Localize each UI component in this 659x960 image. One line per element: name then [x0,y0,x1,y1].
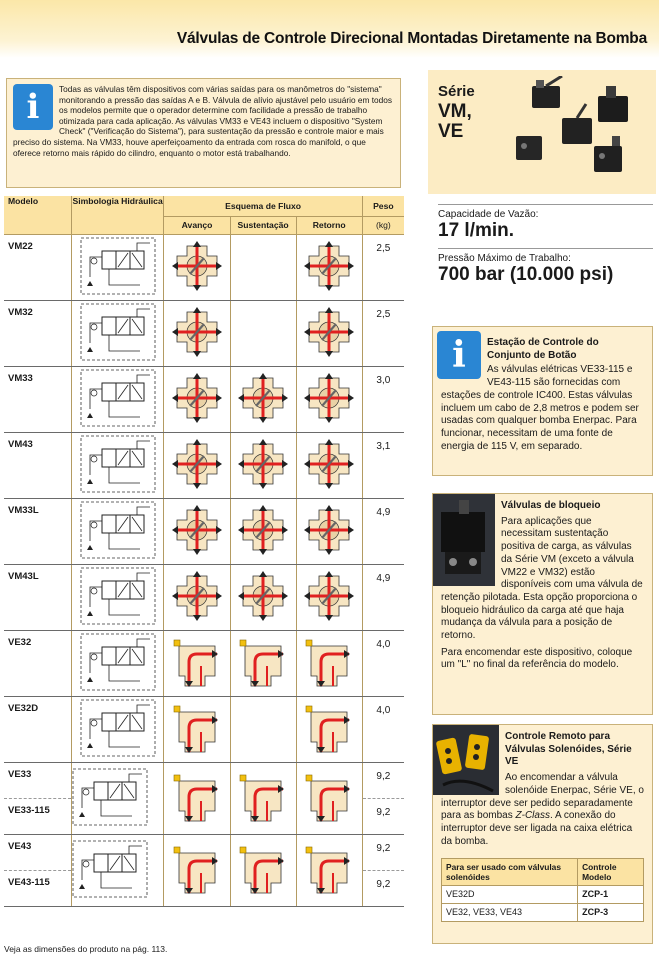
table-row [4,498,404,564]
panel-title: Controle Remoto para Válvulas Solenóides, Série VE [505,731,632,768]
table-row [4,366,404,432]
table-row [4,630,404,696]
valve-cell: VE32, VE33, VE43 [442,904,578,922]
valve-table [4,196,404,907]
hydraulic-symbol [80,303,156,361]
flow-return-diagram [303,504,355,556]
weight-cell: 2,5 [362,300,404,366]
hydraulic-symbol [72,840,148,898]
header-return: Retorno [296,216,362,234]
header-flow: Esquema de Fluxo [164,196,362,216]
weight-cell: 4,9 [362,564,404,630]
flow-advance-diagram [171,771,223,823]
flow-advance-diagram [171,570,223,622]
table-row [4,234,404,300]
header-weight: Peso [362,196,404,216]
footnote: Veja as dimensões do produto na pág. 113. [4,944,168,954]
info-text: Todas as válvulas têm dispositivos com várias saídas para os manômetros do "sistema" monitorando a pressão das saídas A e B. Válvula de alívio ajustável pelo usuário em todos os modelos permite que o operador determine com facilidade a pressão de trabalho otimizada para cada aplicação. As válvulas VM33 e VE43 incluem o dispositivo "System Check" ("Verificação do Sistema"), para sustentação da pressão e controle maior e mais preciso do sistema. Na VM33, houve aperfeiçoamento da entrada com rosca do manifold, o que oferece retorno mais rápido do cilindro, enquanto o motor está trabalhando. [13,84,393,158]
table-row [4,696,404,762]
flow-return-diagram [303,636,355,688]
hydraulic-symbol [80,633,156,691]
hydraulic-symbol [80,567,156,625]
weight-cell: 2,5 [362,234,404,300]
control-header-model: Controle Modelo [578,859,644,886]
flow-spec [438,204,653,242]
flow-hold-diagram [237,771,289,823]
model-cell: VE43 [4,834,71,870]
flow-hold-diagram [237,438,289,490]
flow-advance-diagram [171,438,223,490]
table-row [442,886,644,904]
model-cell: VE32 [4,630,71,696]
flow-hold-diagram [237,843,289,895]
pressure-spec [438,248,653,286]
model-cell: VM22 [4,234,71,300]
control-header-valves: Para ser usado com válvulas solenóides [442,859,578,886]
flow-hold-diagram [237,372,289,424]
weight-cell: 9,2 [362,798,404,834]
header-advance: Avanço [164,216,230,234]
pressure-label: Pressão Máximo de Trabalho: [438,253,571,264]
control-model-cell: ZCP-3 [578,904,644,922]
table-row [4,834,404,870]
pressure-value: 700 bar (10.000 psi) [438,264,614,285]
panel-title: Válvulas de bloqueio [501,500,601,511]
header-weight-unit: (kg) [362,216,404,234]
flow-return-diagram [303,372,355,424]
flow-advance-diagram [171,636,223,688]
weight-cell: 4,9 [362,498,404,564]
info-box [6,78,401,188]
panel-text: Para aplicações que necessitam sustentação positiva de carga, as válvulas da Série VM (exceto a válvula VM22 e VM32) estão disponíveis com uma válvula de retenção pilotada. Esta opção proporciona o bloqueio hidráulico da carga até que haja mudança da válvula para a posição de retorno. [441,515,643,642]
flow-advance-diagram [171,240,223,292]
model-cell: VE32D [4,696,71,762]
flow-advance-diagram [171,372,223,424]
hydraulic-symbol [80,699,156,757]
table-row [4,762,404,798]
flow-advance-diagram [171,843,223,895]
hydraulic-symbol [80,369,156,427]
weight-cell: 9,2 [362,870,404,906]
info-icon: i [437,331,481,379]
header-model: Modelo [4,196,71,234]
series-box [428,70,656,194]
series-title: Série VM, VE [438,83,475,142]
weight-cell: 9,2 [362,834,404,870]
model-cell: VM33 [4,366,71,432]
flow-hold-diagram [237,570,289,622]
flow-return-diagram [303,240,355,292]
model-cell: VM43L [4,564,71,630]
weight-cell: 3,1 [362,432,404,498]
lock-panel [432,493,653,715]
panel-text: As válvulas elétricas VE33-115 e VE43-115 são fornecidas com estações de controle IC400. Estas válvulas incluem um cabo de 2,8 metros e podem ser usadas com qualquer bomba Enerpac. Para funcionar, necessitam de uma fonte de energia de 115 V, em separado. [441,364,639,452]
remote-control-photo [433,725,499,795]
flow-return-diagram [303,306,355,358]
model-cell: VM43 [4,432,71,498]
flow-return-diagram [303,570,355,622]
model-cell: VM33L [4,498,71,564]
flow-return-diagram [303,438,355,490]
valve-cell: VE32D [442,886,578,904]
flow-value: 17 l/min. [438,220,515,241]
control-table [441,858,644,921]
flow-advance-diagram [171,702,223,754]
panel-text: Ao encomendar a válvula solenóide Enerpac, Série VE, o interruptor deve ser pedido separadamente para as bombas Z-Class. A conexão do interruptor deve ser ligada na caixa elétrica da bomba. [441,772,644,847]
weight-cell: 4,0 [362,696,404,762]
table-row [4,300,404,366]
hydraulic-symbol [80,435,156,493]
hydraulic-symbol [80,237,156,295]
flow-hold-diagram [237,504,289,556]
flow-hold-diagram [237,636,289,688]
flow-advance-diagram [171,306,223,358]
valves-photo [502,76,652,188]
hydraulic-symbol [80,501,156,559]
info-icon: i [13,84,53,130]
page-title: Válvulas de Controle Direcional Montadas Diretamente na Bomba [176,30,647,47]
weight-cell: 4,0 [362,630,404,696]
panel-text-2: Para encomendar este dispositivo, coloque um "L" no final da referência do modelo. [441,646,633,671]
flow-return-diagram [303,843,355,895]
header-hold: Sustentação [230,216,296,234]
table-row [442,904,644,922]
weight-cell: 9,2 [362,762,404,798]
hydraulic-symbol [72,768,148,826]
station-panel [432,326,653,476]
flow-advance-diagram [171,504,223,556]
header-symbol: Simbologia Hidráulica [71,196,164,234]
panel-title: Estação de Controle do Conjunto de Botão [487,337,599,361]
model-cell: VE33 [4,762,71,798]
model-cell: VE33-115 [4,798,71,834]
flow-return-diagram [303,702,355,754]
model-cell: VM32 [4,300,71,366]
flow-label: Capacidade de Vazão: [438,209,539,220]
table-row [4,432,404,498]
page-header [0,0,659,58]
flow-return-diagram [303,771,355,823]
lock-valve-photo [433,494,495,586]
table-row [4,564,404,630]
control-model-cell: ZCP-1 [578,886,644,904]
remote-panel [432,724,653,944]
model-cell: VE43-115 [4,870,71,906]
weight-cell: 3,0 [362,366,404,432]
